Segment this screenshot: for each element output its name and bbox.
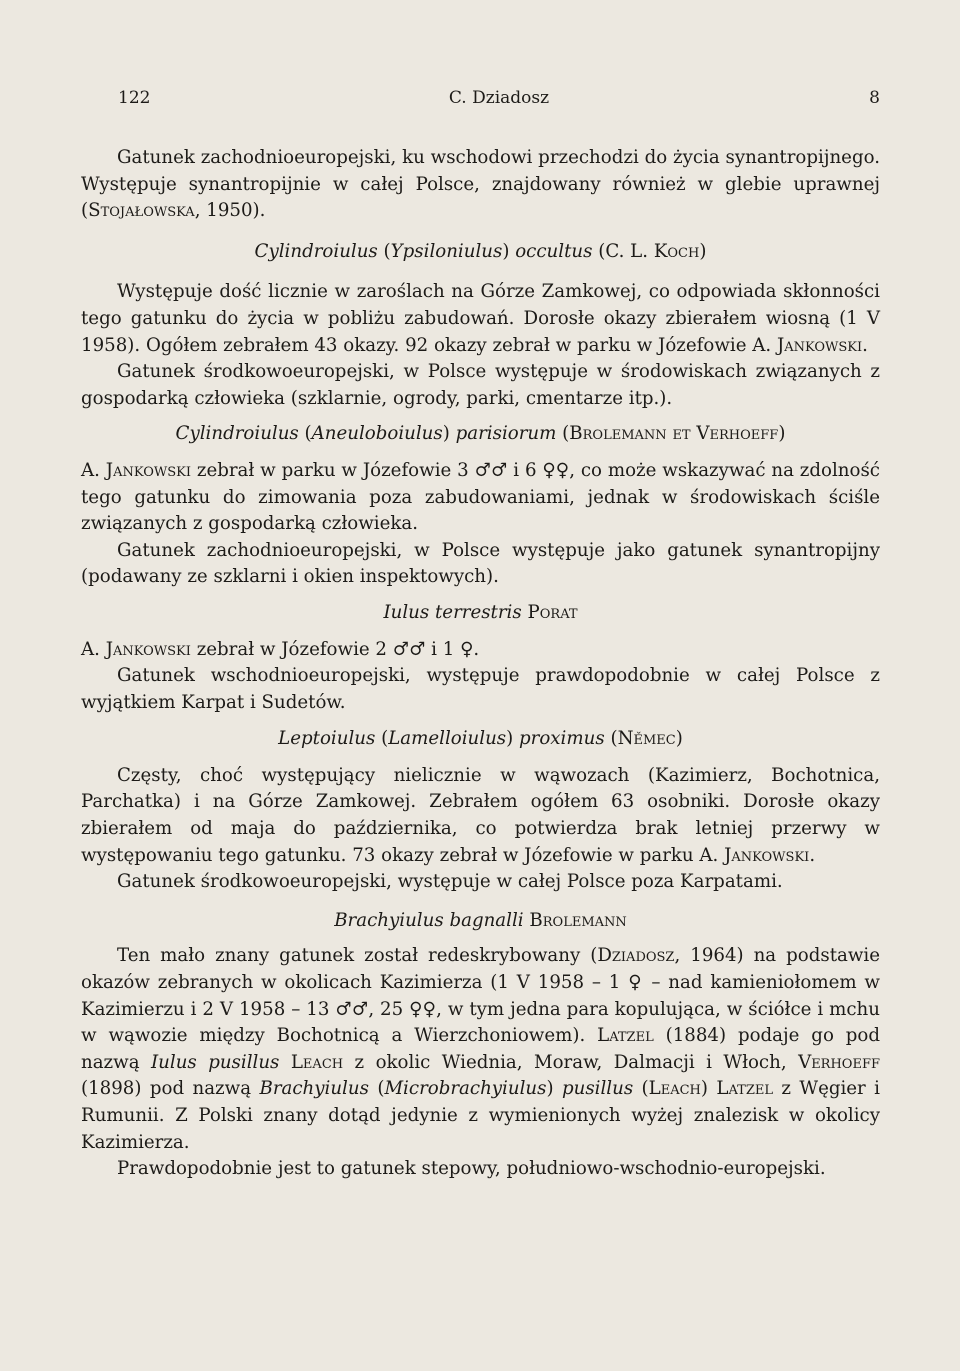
- author-name: Latzel: [597, 1025, 654, 1047]
- taxon-name: pusillus: [561, 1078, 634, 1100]
- author-name: Dziadosz: [597, 945, 675, 967]
- paragraph: Gatunek środkowoeuropejski, w Polsce występuje w środowiskach związanych z gospodarką człowieka (szklarnie, ogrody, parki, cmentarze itp.).: [81, 361, 880, 409]
- taxon-name: Iulus pusillus: [151, 1051, 280, 1073]
- author-name: Leach: [648, 1078, 701, 1100]
- taxon-name: Microbrachyiulus: [384, 1078, 547, 1100]
- species-heading: Iulus terrestris Porat: [383, 601, 578, 623]
- article-body: [81, 145, 880, 1183]
- author-name: Jankowski: [105, 459, 191, 481]
- species-heading: Brachyiulus bagnalli Brolemann: [334, 909, 627, 931]
- author-name: Verhoeff: [798, 1051, 880, 1073]
- page-number: 122: [118, 88, 151, 108]
- species-heading: Cylindroiulus (Aneuloboiulus) parisiorum (Brolemann et Verhoeff): [175, 423, 786, 445]
- species-heading: Cylindroiulus (Ypsiloniulus) occultus (C. L. Koch): [254, 240, 707, 262]
- paragraph: A. Jankowski zebrał w Józefowie 2 ♂♂ i 1 ♀.: [81, 638, 480, 660]
- author-name: Leach: [290, 1051, 344, 1073]
- paragraph: A. Jankowski zebrał w parku w Józefowie 3 ♂♂ i 6 ♀♀, co może wskazywać na zdolność tego gatunku do zimowania poza zabudowaniami, jednak w środowiskach ściśle związanych z gospodarką człowieka.: [81, 459, 880, 535]
- paragraph: Prawdopodobnie jest to gatunek stepowy, południowo-wschodnio-europejski.: [117, 1158, 826, 1180]
- section-number: 8: [869, 88, 880, 108]
- paragraph: Ten mało znany gatunek został redeskrybowany (Dziadosz, 1964) na podstawie okazów zebranych w okolicach Kazimierza (1 V 1958 – 1 ♀ – nad kamieniołomem w Kazimierzu i 2 V 1958 – 13 ♂♂, 25 ♀♀, w tym jedna para kopulująca, w ściółce i mchu w wąwozie między Bochotnicą a Wierzchoniowem). Latzel (1884) podaje go pod nazwą Iulus pusillus Leach z okolic Wiednia, Moraw, Dalmacji i Włoch, Verhoeff (1898) pod nazwą Brachyiulus (Microbrachyiulus) pusillus (Leach) Latzel z Węgier i Rumunii. Z Polski znany dotąd jedynie z wymienionych wyżej znalezisk w okolicy Kazimierza.: [81, 945, 880, 1153]
- running-header: [118, 88, 880, 118]
- species-heading: Leptoiulus (Lamelloiulus) proximus (Němec): [278, 728, 683, 750]
- author-name: Latzel: [716, 1078, 773, 1100]
- taxon-name: Brachyiulus: [259, 1078, 369, 1100]
- author-name: Jankowski: [724, 844, 810, 866]
- running-author: C. Dziadosz: [448, 88, 550, 108]
- author-name: Jankowski: [105, 638, 191, 660]
- paragraph: Gatunek zachodnioeuropejski, ku wschodowi przechodzi do życia synantropijnego. Występuje synantropijnie w całej Polsce, znajdowany również w glebie uprawnej (Stojałowska, 1950).: [81, 147, 880, 222]
- author-name: Stojałowska: [88, 200, 195, 222]
- author-name: Jankowski: [776, 334, 863, 356]
- paragraph: Gatunek wschodnioeuropejski, występuje prawdopodobnie w całej Polsce z wyjątkiem Karpat i Sudetów.: [81, 665, 880, 713]
- paragraph: Częsty, choć występujący nielicznie w wąwozach (Kazimierz, Bochotnica, Parchatka) i na Górze Zamkowej. Zebrałem ogółem 63 osobniki. Dorosłe okazy zbierałem od maja do października, co potwierdza brak letniej przerwy w występowaniu tego gatunku. 73 okazy zebrał w Józefowie w parku A. Jankowski.: [81, 764, 880, 866]
- paragraph: Gatunek zachodnioeuropejski, w Polsce występuje jako gatunek synantropijny (podawany ze szklarni i okien inspektowych).: [81, 539, 880, 588]
- paragraph: Występuje dość licznie w zaroślach na Górze Zamkowej, co odpowiada skłonności tego gatunku do życia w pobliżu zabudowań. Dorosłe okazy zbierałem wiosną (1 V 1958). Ogółem zebrałem 43 okazy. 92 okazy zebrał w parku w Józefowie A. Jankowski.: [81, 281, 880, 356]
- paragraph: Gatunek środkowoeuropejski, występuje w całej Polsce poza Karpatami.: [117, 871, 783, 893]
